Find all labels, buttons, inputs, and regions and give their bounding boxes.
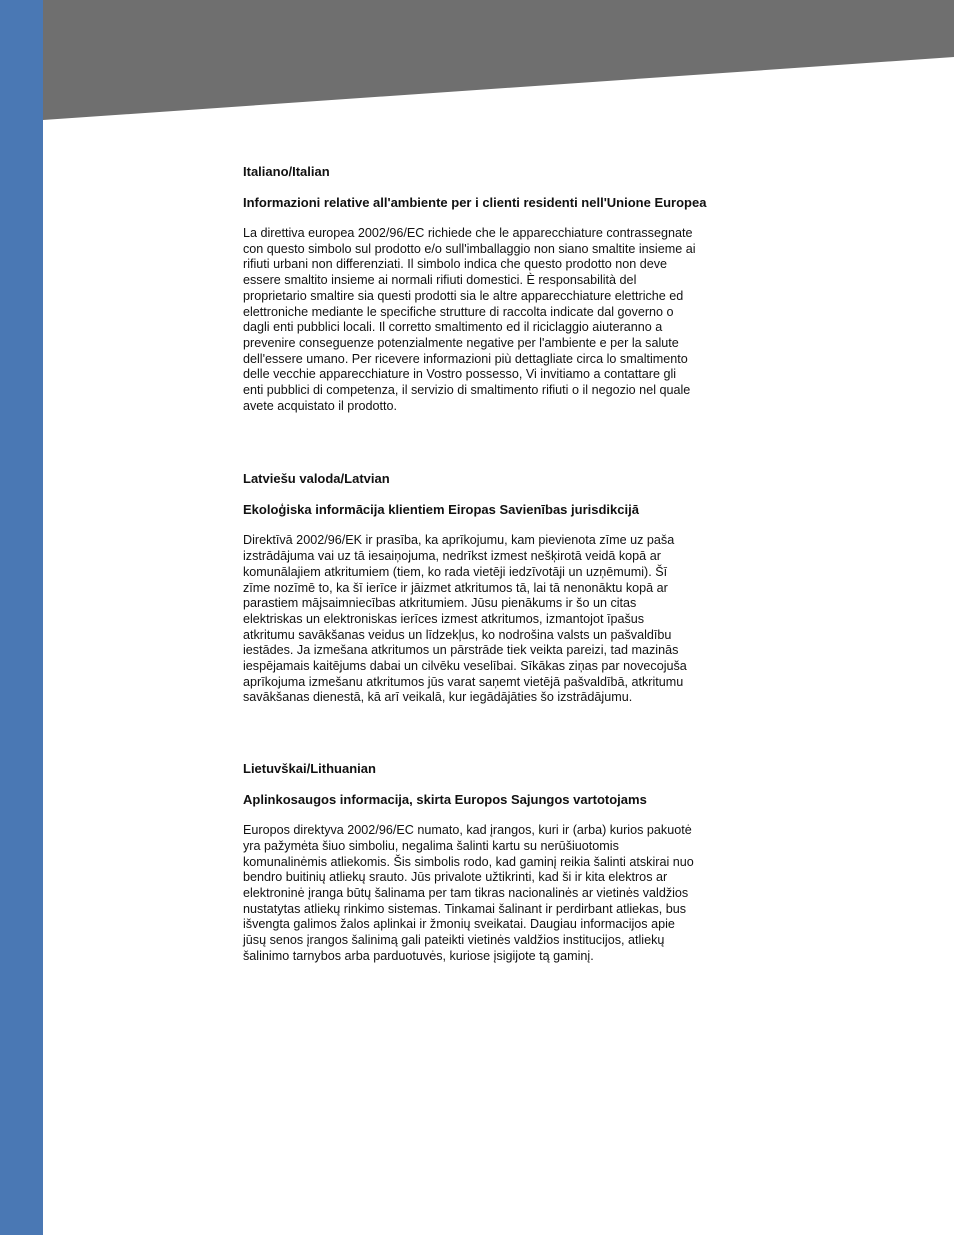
language-title: Lietuvškai/Lithuanian [243, 761, 376, 777]
section-heading: Informazioni relative all'ambiente per i clienti residenti nell'Unione Europea [243, 195, 707, 210]
language-title: Italiano/Italian [243, 164, 330, 179]
left-accent-bar [0, 0, 43, 1235]
section-body: Europos direktyva 2002/96/EC numato, kad įrangos, kuri ir (arba) kurios pakuotė yra pažymėta šiuo simboliu, negalima šalinti kartu su nerūšiuotomis komunalinėmis atliekomis. Šis simbolis rodo, kad gaminį reikia šalinti atskirai nuo bendro buitinių atliekų srauto. Jūs privalote užtikrinti, kad ši ir kita elektros ar elektroninė įranga būtų šalinama per tam tikras nacionalinės ar vietinės valdžios nustatytas atliekų rinkimo sistemas. Tinkamai šalinant ir perdirbant atliekas, bus išvengta galimos žalos aplinkai ir žmonių sveikatai. Daugiau informacijos apie jūsų senos įrangos šalinimą gali pateikti vietinės valdžios institucijos, atliekų šalinimo tarnybos arba parduotuvės, kuriose įsigijote tą gaminį. [243, 823, 694, 963]
section-heading: Aplinkosaugos informacija, skirta Europos Sajungos vartotojams [243, 792, 647, 808]
section-heading: Ekoloģiska informācija klientiem Eiropas Savienības jurisdikcijā [243, 502, 639, 518]
section-latvian [243, 471, 743, 706]
document-content [243, 164, 743, 965]
section-body: La direttiva europea 2002/96/EC richiede che le apparecchiature contrassegnate con questo simbolo sul prodotto e/o sull'imballaggio non siano smaltite insieme ai rifiuti urbani non differenziati. Il simbolo indica che questo prodotto non deve essere smaltito insieme ai normali rifiuti domestici. È responsabilità del proprietario smaltire sia questi prodotti sia le altre apparecchiature elettriche ed elettroniche mediante le specifiche strutture di raccolta indicate dal governo o dagli enti pubblici locali. Il corretto smaltimento ed il riciclaggio aiuteranno a prevenire conseguenze potenzialmente negative per l'ambiente e per la salute dell'essere umano. Per ricevere informazioni più dettagliate circa lo smaltimento delle vecchie apparecchiature in Vostro possesso, Vi invitiamo a contattare gli enti pubblici di competenza, il servizio di smaltimento rifiuti o il negozio nel quale avete acquistato il prodotto. [243, 226, 696, 413]
header-band-shape [43, 0, 954, 120]
section-spacer [243, 706, 743, 761]
header-band [43, 0, 954, 120]
section-lithuanian [243, 761, 743, 964]
language-title: Latviešu valoda/Latvian [243, 471, 390, 487]
section-spacer [243, 414, 743, 471]
section-italian [243, 164, 743, 414]
section-body: Direktīvā 2002/96/EK ir prasība, ka aprīkojumu, kam pievienota zīme uz paša izstrādājuma vai uz tā iesaiņojuma, nedrīkst izmest nešķirotā veidā kopā ar komunālajiem atkritumiem (tiem, ko rada vietēji iedzīvotāji un uzņēmumi). Šī zīme nozīmē to, ka šī ierīce ir jāizmet atkritumos tā, lai tā nenonāktu kopā ar parastiem mājsaimniecības atkritumiem. Jūsu pienākums ir šo un citas elektriskas un elektroniskas ierīces izmest atkritumos, izmantojot īpašus atkritumu savākšanas veidus un līdzekļus, ko nodrošina valsts un pašvaldību iestādes. Ja izmešana atkritumos un pārstrāde tiek veikta pareizi, tad mazinās iespējamais kaitējums dabai un cilvēku veselībai. Sīkākas ziņas par novecojuša aprīkojuma izmešanu atkritumos jūs varat saņemt vietējā pašvaldībā, atkritumu savākšanas dienestā, kā arī veikalā, kur iegādājāties šo izstrādājumu. [243, 533, 687, 705]
